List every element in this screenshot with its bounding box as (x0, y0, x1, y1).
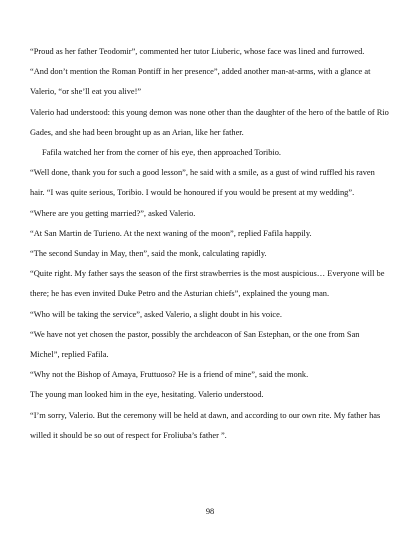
paragraph: “And don’t mention the Roman Pontiff in her presence”, added another man-at-arms, with a glance at Valerio, “or she’ll eat you alive!” (30, 67, 371, 97)
page-number: 98 (205, 507, 215, 516)
paragraph: “At San Martin de Turieno. At the next waning of the moon”, replied Fafila happily. (30, 228, 312, 238)
paragraph: “I’m sorry, Valerio. But the ceremony will be held at dawn, and according to our own rite. My father has willed it should be so out of respect for Froliuba’s father ”. (30, 410, 381, 440)
paragraph: “Proud as her father Teodomir”, commented her tutor Liuberic, whose face was lined and furrowed. (30, 47, 365, 56)
paragraph: Valerio had understood: this young demon was none other than the daughter of the hero of the battle of Rio Gades, and she had been brought up as an Arian, like her father. (30, 107, 389, 137)
paragraph: Fafila watched her from the corner of his eye, then approached Toribio. (42, 148, 282, 158)
paragraph: “Who will be taking the service”, asked Valerio, a slight doubt in his voice. (30, 309, 282, 319)
paragraph: “Where are you getting married?”, asked Valerio. (30, 208, 196, 218)
paragraph: “The second Sunday in May, then”, said the monk, calculating rapidly. (30, 249, 267, 259)
paragraph: The young man looked him in the eye, hesitating. Valerio understood. (30, 390, 264, 400)
paragraph: “We have not yet chosen the pastor, possibly the archdeacon of San Estephan, or the one from San Michel”, replied Fafila. (30, 329, 360, 360)
paragraph: “Well done, thank you for such a good lesson”, he said with a smile, as a gust of wind ruffled his raven hair. “I was quite serious, Toribio. I would be honoured if you would be present at my wedding”. (30, 168, 375, 198)
paragraph: “Why not the Bishop of Amaya, Fruttuoso? He is a friend of mine”, said the monk. (30, 370, 309, 380)
paragraph: “Quite right. My father says the season of the first strawberries is the most auspicious… Everyone will be there; he has even invited Duke Petro and the Asturian chiefs”, explained the young man. (30, 269, 385, 299)
body-text (30, 42, 390, 446)
